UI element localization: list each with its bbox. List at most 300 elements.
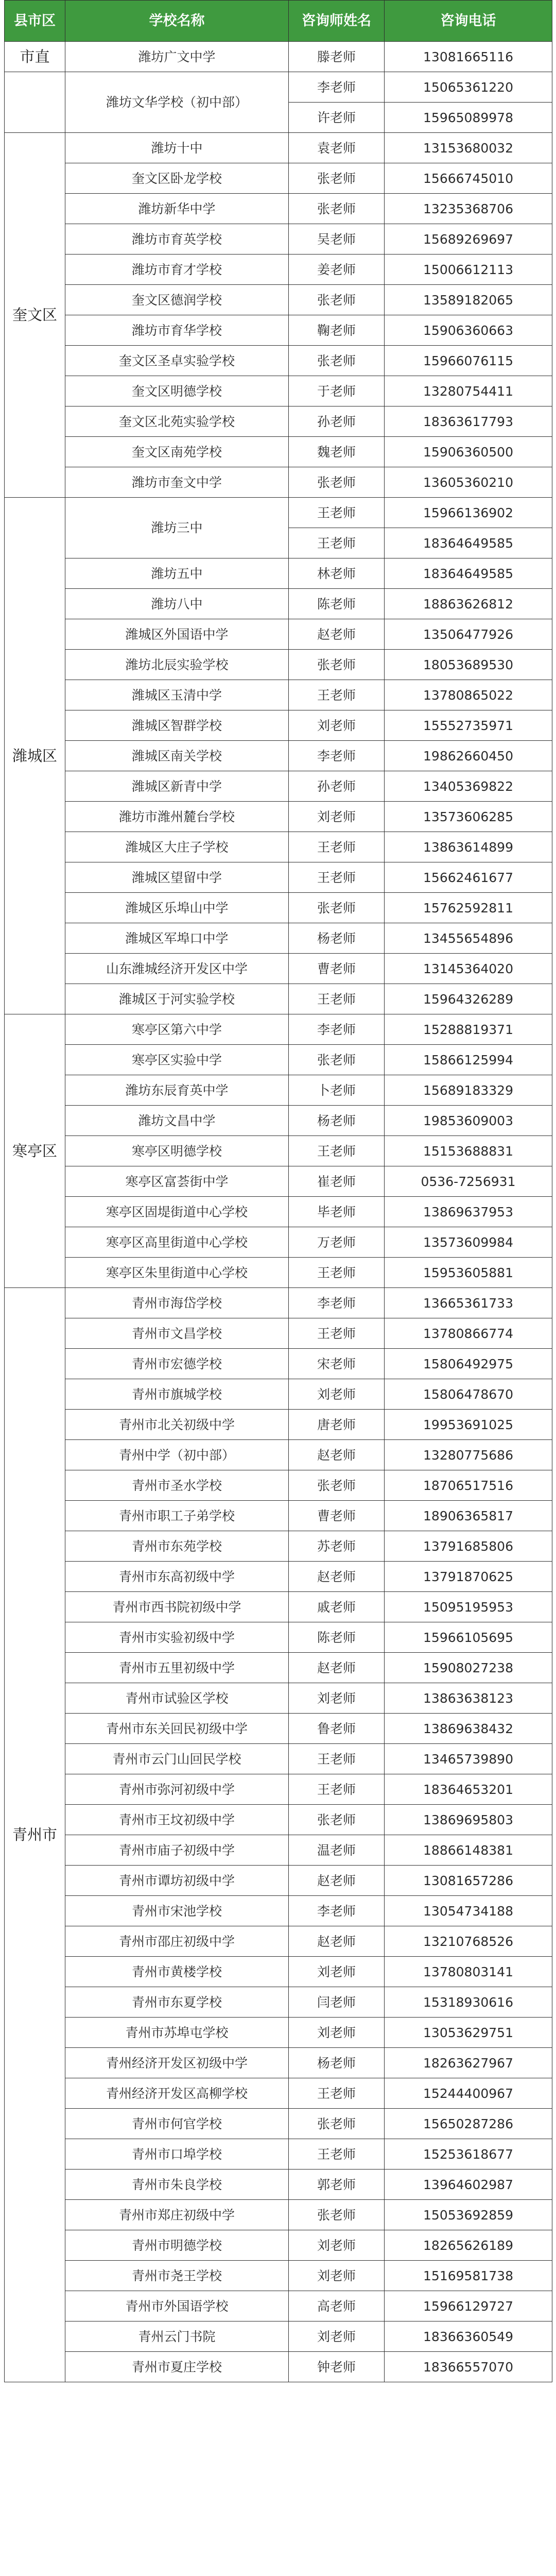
school-name-cell: 青州市宋池学校 [65,1896,289,1926]
table-row [5,558,552,589]
counselor-name-cell: 王老师 [289,2078,385,2109]
counselor-name-cell: 刘老师 [289,2230,385,2261]
school-name-cell: 青州市东苑学校 [65,1531,289,1562]
table-row [5,650,552,680]
school-name-cell: 寒亭区朱里街道中心学校 [65,1258,289,1288]
school-name-cell: 青州市谭坊初级中学 [65,1866,289,1896]
phone-cell: 15965089978 [385,103,552,133]
school-name-cell: 青州市黄楼学校 [65,1957,289,1987]
school-name-cell: 潍城区智群学校 [65,710,289,741]
table-row [5,1288,552,1318]
table-row [5,1957,552,1987]
school-name-cell: 青州中学（初中部） [65,1440,289,1470]
table-row [5,2321,552,2352]
phone-cell: 15662461677 [385,862,552,893]
phone-cell: 13964602987 [385,2170,552,2200]
table-row [5,2048,552,2078]
counselor-name-cell: 赵老师 [289,1653,385,1683]
school-name-cell: 潍坊广文中学 [65,42,289,72]
school-name-cell: 青州市口埠学校 [65,2139,289,2170]
table-row [5,42,552,72]
phone-cell: 13210768526 [385,1926,552,1957]
counselor-name-cell: 刘老师 [289,2261,385,2291]
table-row [5,194,552,224]
counselor-name-cell: 万老师 [289,1227,385,1258]
counselor-name-cell: 张老师 [289,194,385,224]
table-row [5,832,552,862]
counselor-name-cell: 温老师 [289,1835,385,1866]
table-row [5,2078,552,2109]
school-name-cell: 山东潍城经济开发区中学 [65,954,289,984]
phone-cell: 13665361733 [385,1288,552,1318]
counselor-name-cell: 刘老师 [289,802,385,832]
counselor-name-cell: 赵老师 [289,1440,385,1470]
phone-cell: 13465739890 [385,1744,552,1774]
table-row [5,619,552,650]
county-cell: 寒亭区 [5,1014,65,1288]
table-row [5,133,552,163]
table-row [5,1470,552,1501]
school-name-cell: 潍城区大庄子学校 [65,832,289,862]
counselor-name-cell: 于老师 [289,376,385,406]
school-name-cell: 潍城区于河实验学校 [65,984,289,1014]
school-name-cell: 青州市明德学校 [65,2230,289,2261]
header-county: 县市区 [5,1,65,42]
phone-cell: 15966105695 [385,1622,552,1653]
counselor-name-cell: 王老师 [289,680,385,710]
school-name-cell: 青州市五里初级中学 [65,1653,289,1683]
table-row [5,315,552,346]
counselor-name-cell: 宋老师 [289,1349,385,1379]
phone-cell: 15552735971 [385,710,552,741]
phone-cell: 13869637953 [385,1197,552,1227]
counselor-name-cell: 孙老师 [289,406,385,437]
counselor-name-cell: 王老师 [289,1774,385,1805]
school-name-cell: 青州市东夏学校 [65,1987,289,2018]
counselor-name-cell: 钟老师 [289,2352,385,2382]
phone-cell: 13863638123 [385,1683,552,1714]
school-name-cell: 青州市朱良学校 [65,2170,289,2200]
phone-cell: 18866148381 [385,1835,552,1866]
counselor-name-cell: 张老师 [289,346,385,376]
school-name-cell: 潍坊八中 [65,589,289,619]
school-name-cell: 奎文区北苑实验学校 [65,406,289,437]
table-row [5,1045,552,1075]
phone-cell: 13145364020 [385,954,552,984]
table-row [5,2291,552,2321]
table-row [5,2200,552,2230]
school-name-cell: 青州市夏庄学校 [65,2352,289,2382]
counselor-name-cell: 陈老师 [289,589,385,619]
table-row [5,893,552,923]
school-name-cell: 青州市外国语学校 [65,2291,289,2321]
county-cell: 青州市 [5,1288,65,2382]
school-name-cell: 青州市实验初级中学 [65,1622,289,1653]
phone-cell: 18364649585 [385,558,552,589]
phone-cell: 13791870625 [385,1562,552,1592]
phone-cell: 13506477926 [385,619,552,650]
school-name-cell: 潍城区军埠口中学 [65,923,289,954]
counselor-name-cell: 闫老师 [289,1987,385,2018]
counselor-name-cell: 姜老师 [289,255,385,285]
phone-cell: 15006612113 [385,255,552,285]
counselor-name-cell: 王老师 [289,862,385,893]
phone-cell: 18366360549 [385,2321,552,2352]
counselor-name-cell: 王老师 [289,2139,385,2170]
phone-cell: 13605360210 [385,467,552,498]
table-row [5,954,552,984]
school-name-cell: 寒亭区高里街道中心学校 [65,1227,289,1258]
table-row [5,589,552,619]
table-row [5,163,552,194]
phone-cell: 15244400967 [385,2078,552,2109]
table-row [5,2109,552,2139]
school-name-cell: 寒亭区固堤街道中心学校 [65,1197,289,1227]
counselor-name-cell: 吴老师 [289,224,385,255]
school-name-cell: 潍城区乐埠山中学 [65,893,289,923]
table-row [5,741,552,771]
table-row [5,1349,552,1379]
phone-cell: 19953691025 [385,1410,552,1440]
phone-cell: 15762592811 [385,893,552,923]
table-row [5,680,552,710]
county-cell: 潍城区 [5,498,65,1014]
counselor-name-cell: 孙老师 [289,771,385,802]
phone-cell: 13405369822 [385,771,552,802]
counselor-name-cell: 刘老师 [289,2018,385,2048]
phone-cell: 18863626812 [385,589,552,619]
phone-cell: 13053629751 [385,2018,552,2048]
counselor-name-cell: 张老师 [289,1470,385,1501]
school-name-cell: 寒亭区第六中学 [65,1014,289,1045]
school-name-cell: 奎文区明德学校 [65,376,289,406]
phone-cell: 13791685806 [385,1531,552,1562]
table-row [5,1562,552,1592]
table-row [5,2352,552,2382]
counselor-name-cell: 鞠老师 [289,315,385,346]
phone-cell: 15153688831 [385,1136,552,1166]
counselor-name-cell: 张老师 [289,893,385,923]
phone-cell: 13780865022 [385,680,552,710]
table-row [5,2261,552,2291]
school-name-cell: 青州市东高初级中学 [65,1562,289,1592]
phone-cell: 13455654896 [385,923,552,954]
phone-cell: 15650287286 [385,2109,552,2139]
table-row [5,1835,552,1866]
counselor-name-cell: 陈老师 [289,1622,385,1653]
phone-cell: 15095195953 [385,1592,552,1622]
table-row [5,1501,552,1531]
table-row [5,2170,552,2200]
school-name-cell: 寒亭区明德学校 [65,1136,289,1166]
counselor-name-cell: 张老师 [289,467,385,498]
table-row [5,1440,552,1470]
phone-cell: 13280754411 [385,376,552,406]
phone-cell: 15689269697 [385,224,552,255]
phone-cell: 15966136902 [385,498,552,528]
counselor-name-cell: 杨老师 [289,1106,385,1136]
school-name-cell: 青州市西书院初级中学 [65,1592,289,1622]
counselor-name-cell: 王老师 [289,1136,385,1166]
table-row [5,255,552,285]
table-row [5,1106,552,1136]
school-name-cell: 青州经济开发区初级中学 [65,2048,289,2078]
phone-cell: 18053689530 [385,650,552,680]
counselor-name-cell: 戚老师 [289,1592,385,1622]
phone-cell: 15966076115 [385,346,552,376]
phone-cell: 15666745010 [385,163,552,194]
phone-cell: 19853609003 [385,1106,552,1136]
counselor-name-cell: 张老师 [289,1805,385,1835]
table-row [5,771,552,802]
counselor-name-cell: 张老师 [289,2109,385,2139]
school-name-cell: 青州市庙子初级中学 [65,1835,289,1866]
phone-cell: 18265626189 [385,2230,552,2261]
counselor-name-cell: 张老师 [289,285,385,315]
school-name-cell: 潍坊市潍州麓台学校 [65,802,289,832]
counselor-name-cell: 赵老师 [289,619,385,650]
phone-cell: 13235368706 [385,194,552,224]
counselor-name-cell: 张老师 [289,2200,385,2230]
table-row [5,1379,552,1410]
counselor-name-cell: 刘老师 [289,1957,385,1987]
school-name-cell: 潍城区玉清中学 [65,680,289,710]
table-row [5,802,552,832]
phone-cell: 0536-7256931 [385,1166,552,1197]
school-name-cell: 奎文区德润学校 [65,285,289,315]
counselor-name-cell: 王老师 [289,832,385,862]
phone-cell: 15053692859 [385,2200,552,2230]
school-name-cell: 奎文区南苑学校 [65,437,289,467]
table-row [5,1866,552,1896]
school-name-cell: 潍坊市育才学校 [65,255,289,285]
phone-cell: 18906365817 [385,1501,552,1531]
county-cell [5,72,65,133]
school-name-cell: 潍城区新青中学 [65,771,289,802]
table-row [5,498,552,528]
phone-cell: 13869695803 [385,1805,552,1835]
phone-cell: 13869638432 [385,1714,552,1744]
counselor-name-cell: 林老师 [289,558,385,589]
county-cell: 市直 [5,42,65,72]
phone-cell: 13081657286 [385,1866,552,1896]
phone-cell: 13780803141 [385,1957,552,1987]
counselor-name-cell: 赵老师 [289,1866,385,1896]
school-name-cell: 奎文区圣卓实验学校 [65,346,289,376]
header-counselor-name: 咨询师姓名 [289,1,385,42]
phone-cell: 15953605881 [385,1258,552,1288]
header-phone: 咨询电话 [385,1,552,42]
table-row [5,1197,552,1227]
table-row [5,710,552,741]
phone-cell: 15806478670 [385,1379,552,1410]
table-row [5,984,552,1014]
school-name-cell: 潍城区外国语中学 [65,619,289,650]
counselor-name-cell: 刘老师 [289,1683,385,1714]
table-row [5,862,552,893]
phone-cell: 18366557070 [385,2352,552,2382]
table-row [5,1714,552,1744]
school-name-cell: 潍坊市育英学校 [65,224,289,255]
counselor-name-cell: 苏老师 [289,1531,385,1562]
table-row [5,1622,552,1653]
counselor-name-cell: 许老师 [289,103,385,133]
counselor-name-cell: 滕老师 [289,42,385,72]
phone-cell: 15906360500 [385,437,552,467]
school-name-cell: 潍坊文华学校（初中部） [65,72,289,133]
phone-cell: 13780866774 [385,1318,552,1349]
counselor-name-cell: 杨老师 [289,923,385,954]
table-row [5,2230,552,2261]
school-name-cell: 青州市郑庄初级中学 [65,2200,289,2230]
school-name-cell: 青州市试验区学校 [65,1683,289,1714]
counselor-name-cell: 赵老师 [289,1562,385,1592]
table-row [5,1744,552,1774]
table-row [5,1136,552,1166]
table-row [5,1683,552,1714]
counselor-name-cell: 郭老师 [289,2170,385,2200]
counselor-name-cell: 崔老师 [289,1166,385,1197]
school-name-cell: 潍坊市育华学校 [65,315,289,346]
counselor-name-cell: 王老师 [289,1258,385,1288]
school-name-cell: 潍城区南关学校 [65,741,289,771]
phone-cell: 18263627967 [385,2048,552,2078]
phone-cell: 13280775686 [385,1440,552,1470]
table-row [5,1531,552,1562]
table-row [5,1166,552,1197]
phone-cell: 15964326289 [385,984,552,1014]
school-name-cell: 奎文区卧龙学校 [65,163,289,194]
school-name-cell: 青州市何官学校 [65,2109,289,2139]
school-name-cell: 青州市云门山回民学校 [65,1744,289,1774]
school-name-cell: 青州市尧王学校 [65,2261,289,2291]
counselor-name-cell: 卜老师 [289,1075,385,1106]
table-row [5,1318,552,1349]
phone-cell: 15689183329 [385,1075,552,1106]
table-row [5,1774,552,1805]
table-row [5,923,552,954]
table-row [5,467,552,498]
counselor-name-cell: 曹老师 [289,1501,385,1531]
header-school-name: 学校名称 [65,1,289,42]
school-contact-table [4,0,552,2382]
phone-cell: 13054734188 [385,1896,552,1926]
phone-cell: 13081665116 [385,42,552,72]
table-row [5,72,552,103]
table-row [5,1592,552,1622]
school-name-cell: 青州市北关初级中学 [65,1410,289,1440]
table-row [5,2018,552,2048]
counselor-name-cell: 魏老师 [289,437,385,467]
school-name-cell: 潍坊东辰育英中学 [65,1075,289,1106]
school-name-cell: 青州市宏德学校 [65,1349,289,1379]
phone-cell: 15318930616 [385,1987,552,2018]
phone-cell: 15288819371 [385,1014,552,1045]
counselor-name-cell: 王老师 [289,1744,385,1774]
counselor-name-cell: 李老师 [289,1288,385,1318]
counselor-name-cell: 刘老师 [289,1379,385,1410]
counselor-name-cell: 王老师 [289,1318,385,1349]
phone-cell: 13573609984 [385,1227,552,1258]
table-body [5,42,552,2382]
phone-cell: 13153680032 [385,133,552,163]
table-row [5,1926,552,1957]
counselor-name-cell: 曹老师 [289,954,385,984]
table-row [5,1014,552,1045]
school-name-cell: 青州市圣水学校 [65,1470,289,1501]
table-row [5,285,552,315]
counselor-name-cell: 张老师 [289,650,385,680]
phone-cell: 18363617793 [385,406,552,437]
table-row [5,1410,552,1440]
counselor-name-cell: 毕老师 [289,1197,385,1227]
county-cell: 奎文区 [5,133,65,498]
school-name-cell: 青州市弥河初级中学 [65,1774,289,1805]
phone-cell: 13573606285 [385,802,552,832]
school-name-cell: 青州市东关回民初级中学 [65,1714,289,1744]
table-row [5,1805,552,1835]
counselor-name-cell: 王老师 [289,528,385,558]
school-name-cell: 青州云门书院 [65,2321,289,2352]
phone-cell: 13589182065 [385,285,552,315]
phone-cell: 18364649585 [385,528,552,558]
school-name-cell: 寒亭区富荟街中学 [65,1166,289,1197]
counselor-name-cell: 李老师 [289,1896,385,1926]
header-row [5,1,552,42]
counselor-name-cell: 唐老师 [289,1410,385,1440]
table-row [5,1987,552,2018]
school-name-cell: 潍坊北辰实验学校 [65,650,289,680]
counselor-name-cell: 鲁老师 [289,1714,385,1744]
table-row [5,2139,552,2170]
phone-cell: 15908027238 [385,1653,552,1683]
school-name-cell: 青州市旗城学校 [65,1379,289,1410]
school-name-cell: 潍坊五中 [65,558,289,589]
phone-cell: 18706517516 [385,1470,552,1501]
counselor-name-cell: 王老师 [289,498,385,528]
school-name-cell: 青州市王坟初级中学 [65,1805,289,1835]
counselor-name-cell: 李老师 [289,1014,385,1045]
school-name-cell: 青州市职工子弟学校 [65,1501,289,1531]
counselor-name-cell: 李老师 [289,72,385,103]
school-name-cell: 潍坊文昌中学 [65,1106,289,1136]
table-row [5,346,552,376]
school-name-cell: 青州市文昌学校 [65,1318,289,1349]
counselor-name-cell: 高老师 [289,2291,385,2321]
counselor-name-cell: 张老师 [289,1045,385,1075]
phone-cell: 15966129727 [385,2291,552,2321]
phone-cell: 13863614899 [385,832,552,862]
school-name-cell: 潍坊新华中学 [65,194,289,224]
counselor-name-cell: 王老师 [289,984,385,1014]
counselor-name-cell: 李老师 [289,741,385,771]
table-row [5,376,552,406]
school-name-cell: 寒亭区实验中学 [65,1045,289,1075]
school-name-cell: 潍坊十中 [65,133,289,163]
table-row [5,1653,552,1683]
school-name-cell: 青州市邵庄初级中学 [65,1926,289,1957]
phone-cell: 19862660450 [385,741,552,771]
counselor-name-cell: 杨老师 [289,2048,385,2078]
school-name-cell: 潍城区望留中学 [65,862,289,893]
table-row [5,1227,552,1258]
counselor-name-cell: 袁老师 [289,133,385,163]
table-row [5,437,552,467]
table-row [5,1075,552,1106]
phone-cell: 18364653201 [385,1774,552,1805]
table-row [5,224,552,255]
phone-cell: 15169581738 [385,2261,552,2291]
